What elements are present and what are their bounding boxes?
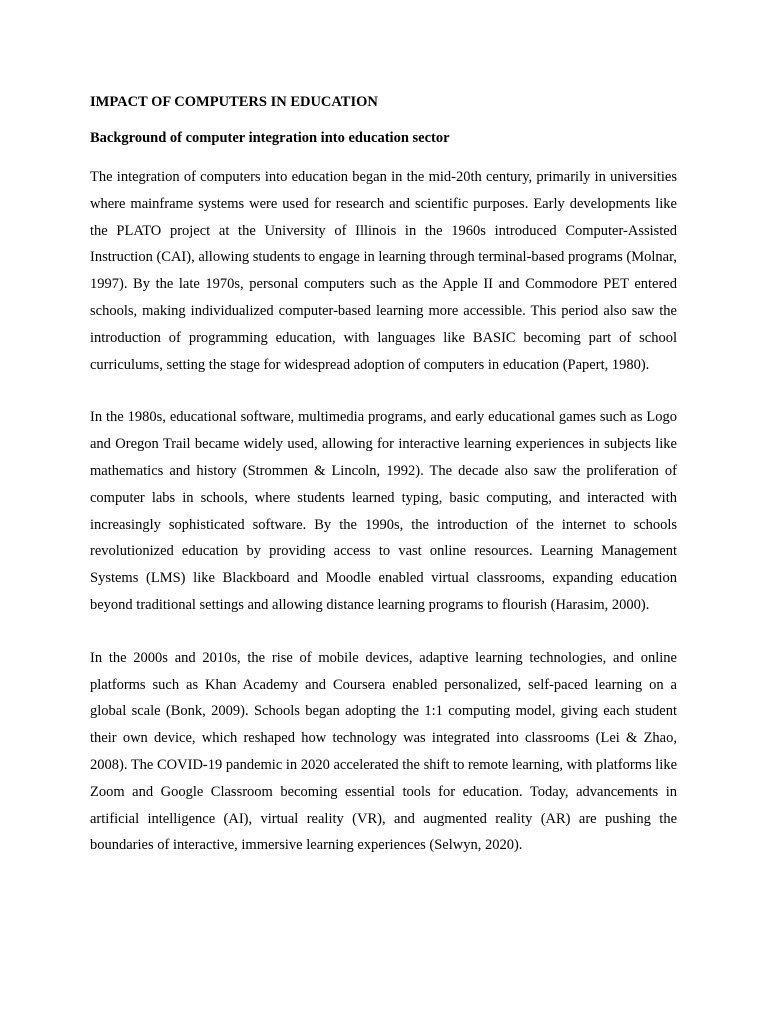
document-title: IMPACT OF COMPUTERS IN EDUCATION xyxy=(90,94,378,110)
paragraph-2: In the 1980s, educational software, multimedia programs, and early educational games such as Logo and Oregon Trail became widely used, allowing for interactive learning experiences in subjects like mathematics and history (Strommen & Lincoln, 1992). The decade also saw the proliferation of computer labs in schools, where students learned typing, basic computing, and interacted with increasingly sophisticated software. By the 1990s, the introduction of the internet to schools revolutionized education by providing access to vast online resources. Learning Management Systems (LMS) like Blackboard and Moodle enabled virtual classrooms, expanding education beyond traditional settings and allowing distance learning programs to flourish (Harasim, 2000). xyxy=(90,409,677,613)
document-page xyxy=(90,92,677,885)
section-heading: Background of computer integration into education sector xyxy=(90,130,450,146)
paragraph-1: The integration of computers into education began in the mid-20th century, primarily in universities where mainframe systems were used for research and scientific purposes. Early developments like the PLATO project at the University of Illinois in the 1960s introduced Computer-Assisted Instruction (CAI), allowing students to engage in learning through terminal-based programs (Molnar, 1997). By the late 1970s, personal computers such as the Apple II and Commodore PET entered schools, making individualized computer-based learning more accessible. This period also saw the introduction of programming education, with languages like BASIC becoming part of school curriculums, setting the stage for widespread adoption of computers in education (Papert, 1980). xyxy=(90,169,677,373)
paragraph-3: In the 2000s and 2010s, the rise of mobile devices, adaptive learning technologies, and online platforms such as Khan Academy and Coursera enabled personalized, self-paced learning on a global scale (Bonk, 2009). Schools began adopting the 1:1 computing model, giving each student their own device, which reshaped how technology was integrated into classrooms (Lei & Zhao, 2008). The COVID-19 pandemic in 2020 accelerated the shift to remote learning, with platforms like Zoom and Google Classroom becoming essential tools for education. Today, advancements in artificial intelligence (AI), virtual reality (VR), and augmented reality (AR) are pushing the boundaries of interactive, immersive learning experiences (Selwyn, 2020). xyxy=(90,649,677,854)
